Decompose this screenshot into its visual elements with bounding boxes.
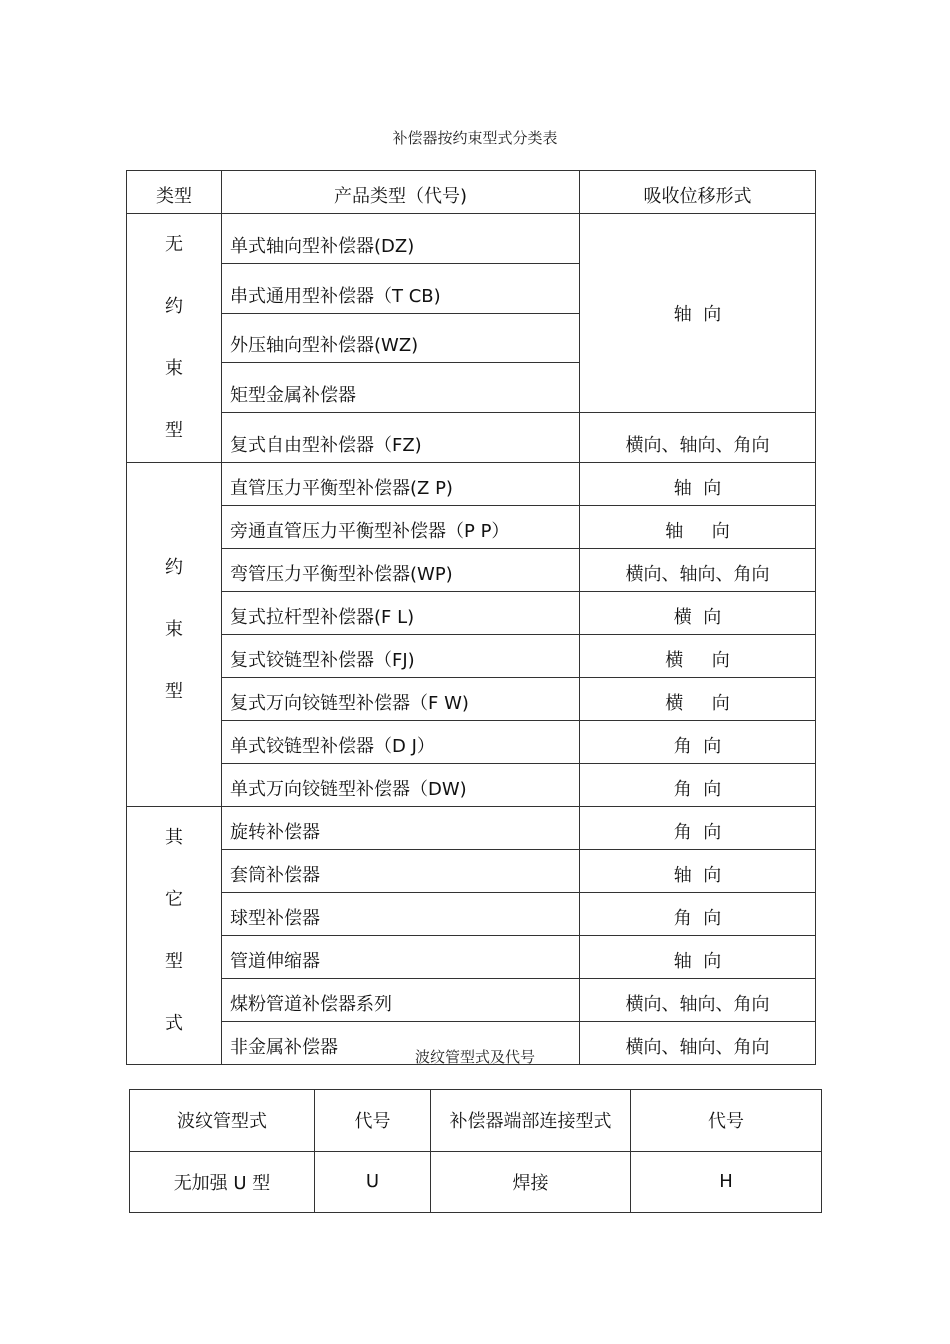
displacement: 横 向 [580,592,816,635]
displacement: 轴 向 [580,850,816,893]
product-name: 单式万向铰链型补偿器（DW) [222,764,580,807]
group-char: 型 [165,681,183,702]
displacement: 轴 向 [580,463,816,506]
table-row [127,592,816,635]
displacement: 轴 向 [580,936,816,979]
group-char: 约 [165,557,183,578]
header-product: 产品类型（代号) [222,171,580,214]
table-cell: 无加强 U 型 [130,1151,315,1213]
group-char: 束 [165,619,183,640]
header-displacement: 吸收位移形式 [580,171,816,214]
table-row [127,463,816,506]
table-row [127,893,816,936]
table-row [127,413,816,463]
product-name: 旁通直管压力平衡型补偿器（P P） [222,506,580,549]
product-name: 串式通用型补偿器（T CB) [222,263,580,313]
displacement: 角 向 [580,721,816,764]
product-name: 矩型金属补偿器 [222,363,580,413]
group-char: 型 [165,951,183,972]
table-cell: U [315,1151,431,1213]
displacement: 横向、轴向、角向 [580,979,816,1022]
table1-caption: 补偿器按约束型式分类表 [392,129,558,147]
table-row [127,764,816,807]
product-name: 旋转补偿器 [222,807,580,850]
product-name: 管道伸缩器 [222,936,580,979]
header-bellows-type: 波纹管型式 [130,1090,315,1152]
group-char: 式 [165,1013,183,1034]
displacement: 横 向 [580,678,816,721]
product-name: 煤粉管道补偿器系列 [222,979,580,1022]
product-name: 单式铰链型补偿器（D J） [222,721,580,764]
table-row [130,1151,822,1213]
table-row [127,850,816,893]
table-row [127,506,816,549]
displacement: 角 向 [580,807,816,850]
group-char: 它 [165,889,183,910]
table-row [127,807,816,850]
table-row [127,936,816,979]
table-row [127,721,816,764]
table-cell: H [631,1151,822,1213]
table-header-row [127,171,816,214]
product-name: 直管压力平衡型补偿器(Z P) [222,463,580,506]
group-char: 型 [165,420,183,441]
displacement: 横向、轴向、角向 [580,549,816,592]
table-cell: 焊接 [431,1151,631,1213]
displacement: 横向、轴向、角向 [580,1022,816,1065]
product-name: 单式轴向型补偿器(DZ) [222,214,580,264]
table-row [127,979,816,1022]
header-code: 代号 [631,1090,822,1152]
product-name: 套筒补偿器 [222,850,580,893]
displacement: 角 向 [580,764,816,807]
product-name: 复式拉杆型补偿器(F L) [222,592,580,635]
table-row [127,635,816,678]
product-name: 球型补偿器 [222,893,580,936]
displacement-merged: 轴 向 [580,214,816,413]
table-row [127,678,816,721]
product-name: 非金属补偿器 [222,1022,580,1065]
table-row [127,549,816,592]
product-name: 复式自由型补偿器（FZ) [222,413,580,463]
displacement: 横 向 [580,635,816,678]
header-end-connection: 补偿器端部连接型式 [431,1090,631,1152]
product-name: 弯管压力平衡型补偿器(WP) [222,549,580,592]
group-char: 其 [165,827,183,848]
header-code: 代号 [315,1090,431,1152]
displacement: 角 向 [580,893,816,936]
product-name: 复式铰链型补偿器（FJ) [222,635,580,678]
group-char: 束 [165,358,183,379]
displacement: 横向、轴向、角向 [580,413,816,463]
table2-caption: 波纹管型式及代号 [414,1048,535,1066]
product-name: 外压轴向型补偿器(WZ) [222,313,580,363]
bellows-code-table [129,1089,822,1213]
product-name: 复式万向铰链型补偿器（F W) [222,678,580,721]
displacement: 轴 向 [580,506,816,549]
group-char: 无 [165,234,183,255]
group-label-other [127,807,222,1065]
table-row [127,214,816,264]
group-label-unconstrained [127,214,222,463]
group-char: 约 [165,296,183,317]
header-type: 类型 [127,171,222,214]
constraint-type-table [126,170,816,1065]
table-header-row [130,1090,822,1152]
group-label-constrained [127,463,222,807]
